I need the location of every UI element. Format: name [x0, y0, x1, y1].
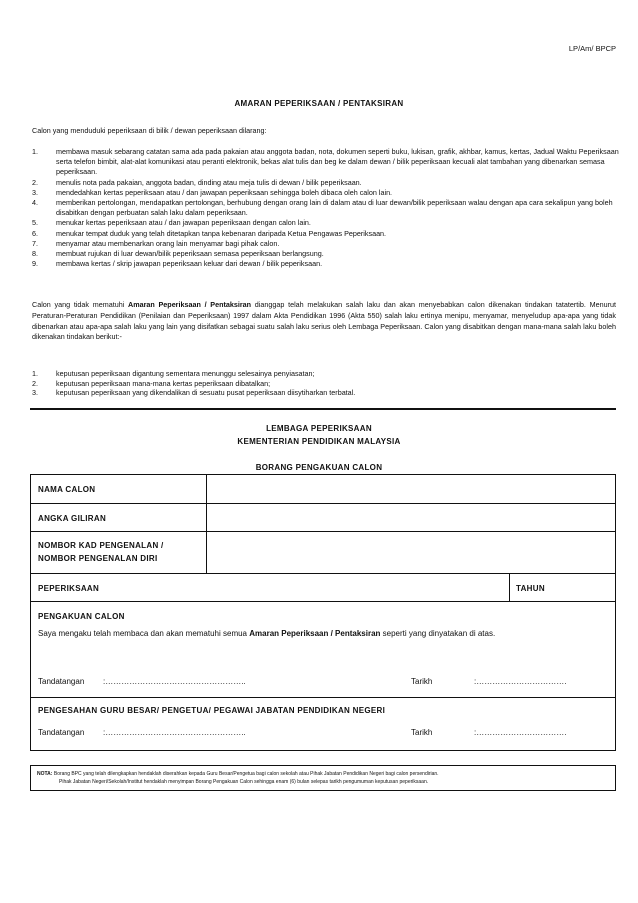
rule-text: membawa masuk sebarang catatan sama ada pada pakaian atau anggota badan, nota, dokumen seperti buku, lukisan, grafik, akhbar, kamus, kertas, Jadual Waktu Peperiksaan serta telefon bimbit, alat-alat komunikasi atau peranti elektronik, bekas alat tulis dan beg ke dalam dewan / bilik peperiksaan kecuali alat tambahan yang dibenarkan semasa peperiksaan. [56, 147, 619, 177]
declaration-form [30, 474, 616, 751]
signature-field[interactable]: :…………………………………………….. [103, 677, 246, 686]
form-title: BORANG PENGAKUAN CALON [255, 463, 383, 472]
endorsement-date-field[interactable]: :……………………………. [474, 728, 567, 737]
consequence-text: keputusan peperiksaan mana-mana kertas peperiksaan dibatalkan; [56, 378, 271, 388]
nombor-pengenalan-label: NOMBOR PENGENALAN DIRI [38, 554, 158, 563]
rules-list [32, 147, 622, 269]
consequence-number: 2. [32, 378, 38, 388]
tahun-label: TAHUN [516, 584, 545, 593]
rule-text: menulis nota pada pakaian, anggota badan, dinding atau meja tulis di dewan / bilik peperiksaan. [56, 177, 362, 187]
section-divider [30, 408, 616, 410]
rule-number: 8. [32, 249, 38, 259]
rule-text: menyamar atau membenarkan orang lain menyamar bagi pihak calon. [56, 238, 280, 248]
signature-label: Tandatangan [38, 677, 85, 686]
rule-number: 4. [32, 198, 38, 208]
declaration-title: PENGAKUAN CALON [38, 612, 125, 621]
list-item [32, 178, 622, 188]
rule-number: 3. [32, 187, 38, 197]
angka-giliran-label: ANGKA GILIRAN [38, 514, 107, 523]
declaration-text-end: seperti yang dinyatakan di atas. [380, 629, 496, 638]
peperiksaan-field[interactable] [31, 574, 509, 601]
peperiksaan-label: PEPERIKSAAN [38, 584, 100, 593]
declaration-text-start: Saya mengaku telah membaca dan akan mematuhi semua [38, 629, 250, 638]
consequence-number: 1. [32, 369, 38, 378]
list-item [32, 239, 622, 249]
rule-text: memberikan pertolongan, mendapatkan pertolongan, berhubung dengan orang lain di dalam atau di luar dewan/bilik peperiksaan walau dengan apa cara sekalipun yang boleh disabitkan dengan perbuatan salah laku dalam peperiksaan. [56, 198, 613, 218]
warning-title: AMARAN PEPERIKSAAN / PENTAKSIRAN [234, 99, 404, 108]
angka-giliran-field[interactable] [207, 504, 615, 531]
endorsement-title: PENGESAHAN GURU BESAR/ PENGETUA/ PEGAWAI JABATAN PENDIDIKAN NEGERI [38, 706, 386, 715]
rule-text: menukar kertas peperiksaan atau / dan jawapan peperiksaan dengan calon lain. [56, 218, 311, 228]
endorsement-signature-field[interactable]: :…………………………………………….. [103, 728, 246, 737]
row-angka-giliran [31, 504, 615, 532]
rule-text: membawa kertas / skrip jawapan peperiksaan keluar dari dewan / bilik peperiksaan. [56, 259, 323, 269]
candidate-declaration [31, 602, 615, 698]
rule-text: membuat rujukan di luar dewan/bilik peperiksaan semasa peperiksaan berlangsung. [56, 249, 324, 259]
list-item [32, 188, 622, 198]
reference-code: LP/Am/ BPCP [568, 44, 616, 53]
row-peperiksaan [31, 574, 615, 602]
rule-number: 5. [32, 218, 38, 228]
list-item [32, 249, 622, 259]
nama-calon-label: NAMA CALON [38, 485, 96, 494]
rule-number: 6. [32, 228, 38, 238]
date-label: Tarikh [411, 677, 433, 686]
nama-calon-field[interactable] [207, 475, 615, 503]
list-item [32, 259, 622, 269]
rule-text: menukar tempat duduk yang telah ditetapkan tanpa kebenaran daripada Ketua Pengawas Peperiksaan. [56, 228, 387, 238]
list-item [32, 198, 622, 218]
paragraph-text-end: dianggap telah melakukan salah laku dan akan menyebabkan calon dikenakan tindakan tatatertib. Menurut Peraturan-Peraturan Pendidikan (Penilaian dan Peperiksaan) 1997 dalam Akta Pendidikan 1996 (Akta 550) salah laku ertinya menipu, menyamar, menyeludup apa-apa yang tidak dibenarkan atau apa-apa salah laku yang lain yang disifatkan sebagai suatu salah laku serius oleh Lembaga Peperiksaan. Calon yang disabitkan dengan mana-mana salah laku boleh dikenakan tindakan berikut:- [32, 300, 616, 342]
rule-number: 9. [32, 259, 38, 269]
note-line-2: Pihak Jabatan Negeri/Sekolah/Institut hendaklah menyimpan Borang Pengakuan Calon sehingga enam (6) bulan selepas tarikh pengumuman keputusan peperiksaan. [59, 779, 429, 785]
cell-divider [509, 574, 510, 601]
date-field[interactable]: :……………………………. [474, 677, 567, 686]
warning-intro: Calon yang menduduki peperiksaan di bilik / dewan peperiksaan dilarang: [32, 126, 267, 135]
org-name: LEMBAGA PEPERIKSAAN [266, 424, 372, 433]
list-item [32, 369, 592, 379]
note-label: NOTA: [37, 771, 53, 777]
consequence-text: keputusan peperiksaan digantung sementara menunggu selesainya penyiasatan; [56, 369, 315, 378]
list-item [32, 229, 622, 239]
note-line-1 [37, 770, 609, 778]
misconduct-paragraph [32, 300, 616, 343]
note-text-1: Borang BPC yang telah dilengkapkan hendaklah diserahkan kepada Guru Besar/Pengetua bagi calon sekolah atau Pihak Jabatan Pendidikan Negeri bagi calon persendirian. [53, 771, 439, 777]
list-item [32, 388, 592, 398]
rule-number: 2. [32, 177, 38, 187]
list-item [32, 218, 622, 228]
list-item [32, 379, 592, 389]
declaration-emphasis: Amaran Peperiksaan / Pentaksiran [249, 629, 381, 638]
row-nama-calon [31, 475, 615, 504]
rule-number: 1. [32, 147, 38, 156]
endorsement-signature-label: Tandatangan [38, 728, 85, 737]
consequence-number: 3. [32, 388, 38, 398]
note-box [30, 765, 616, 791]
ministry-name: KEMENTERIAN PENDIDIKAN MALAYSIA [237, 437, 401, 446]
paragraph-text-start: Calon yang tidak mematuhi [32, 300, 129, 309]
list-item [32, 147, 622, 178]
paragraph-emphasis: Amaran Peperiksaan / Pentaksiran [128, 300, 252, 309]
rule-text: mendedahkan kertas peperiksaan atau / dan jawapan peperiksaan sehingga boleh dibaca oleh calon lain. [56, 187, 393, 197]
consequences-list [32, 369, 592, 398]
endorsement-date-label: Tarikh [411, 728, 433, 737]
endorsement-section [31, 698, 615, 750]
rule-number: 7. [32, 238, 38, 248]
kad-pengenalan-field[interactable] [207, 532, 615, 573]
row-kad-pengenalan [31, 532, 615, 574]
consequence-text: keputusan peperiksaan yang dikendalikan di sesuatu pusat peperiksaan diisytiharkan terbatal. [56, 388, 356, 398]
declaration-text [38, 628, 601, 640]
kad-pengenalan-label: NOMBOR KAD PENGENALAN / [38, 541, 164, 550]
